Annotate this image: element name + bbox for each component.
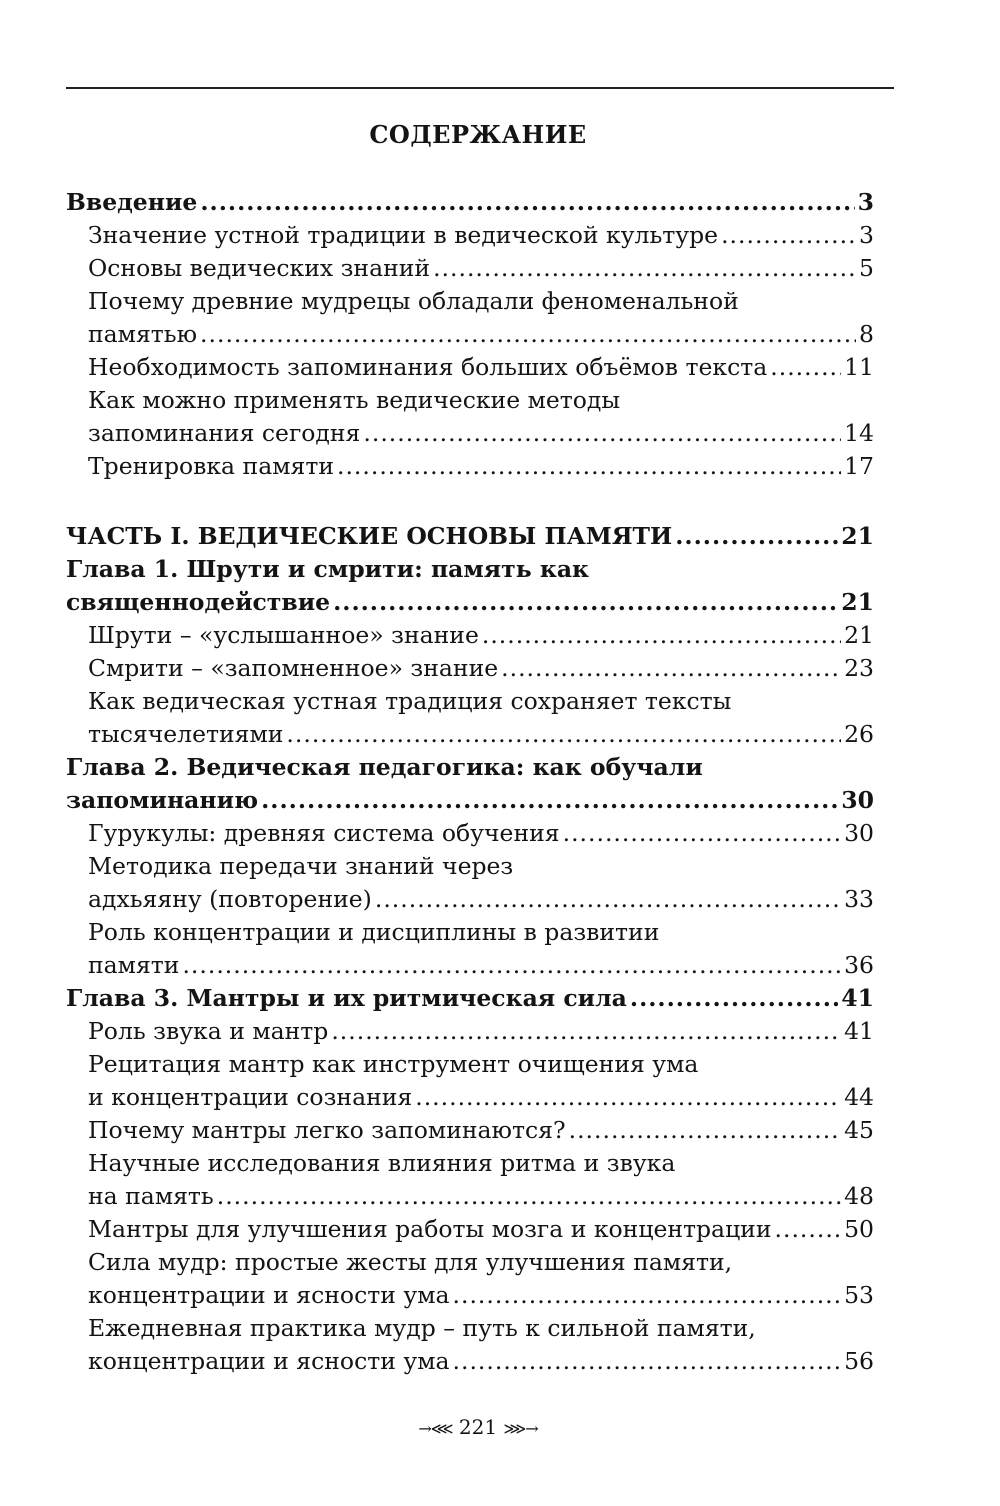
- toc-page-number: 56: [844, 1347, 874, 1375]
- toc-entry[interactable]: [66, 1114, 874, 1147]
- toc-page-number: 33: [844, 885, 874, 913]
- page-number: 221: [458, 1415, 498, 1439]
- toc-entry[interactable]: [66, 384, 874, 450]
- toc-page-number: 44: [844, 1083, 874, 1111]
- toc-entry-title: Шрути – «услышанное» знание: [88, 621, 479, 649]
- leader-dots: [482, 619, 841, 652]
- toc-page-number: 21: [841, 588, 874, 616]
- toc-page-number: 21: [844, 621, 874, 649]
- ornament-right-icon: ⋙→: [503, 1419, 538, 1438]
- leader-dots: [261, 784, 838, 817]
- toc-entry-title: Введение: [66, 188, 198, 216]
- toc-entry-title-cont: концентрации и ясности ума: [88, 1281, 450, 1309]
- toc-entry-title-cont: запоминанию: [66, 786, 259, 814]
- leader-dots: [331, 1015, 841, 1048]
- toc-entry-title: Роль концентрации и дисциплины в развитии: [88, 918, 660, 946]
- leader-dots: [200, 186, 854, 219]
- leader-dots: [415, 1081, 841, 1114]
- toc-page-number: 11: [844, 353, 874, 381]
- toc-entry-title: Глава 3. Мантры и их ритмическая сила: [66, 984, 627, 1012]
- toc-page-number: 3: [857, 188, 874, 216]
- toc-entry-title: Тренировка памяти: [88, 452, 334, 480]
- leader-dots: [200, 318, 856, 351]
- toc-page-number: 30: [841, 786, 874, 814]
- leader-dots: [375, 883, 841, 916]
- toc-page-number: 48: [844, 1182, 874, 1210]
- table-of-contents: [66, 186, 874, 1378]
- leader-dots: [182, 949, 841, 982]
- toc-entry-title: Методика передачи знаний через: [88, 852, 514, 880]
- leader-dots: [675, 520, 838, 553]
- leader-dots: [501, 652, 841, 685]
- leader-dots: [333, 586, 838, 619]
- toc-entry[interactable]: [66, 1312, 874, 1378]
- leader-dots: [569, 1114, 842, 1147]
- toc-entry[interactable]: [66, 850, 874, 916]
- toc-entry[interactable]: [66, 1147, 874, 1213]
- ornament-left-icon: →⋘: [418, 1419, 453, 1438]
- leader-dots: [453, 1345, 842, 1378]
- toc-entry-title-cont: священнодействие: [66, 588, 331, 616]
- toc-page-number: 14: [844, 419, 874, 447]
- leader-dots: [433, 252, 856, 285]
- toc-entry[interactable]: [66, 619, 874, 652]
- toc-page-number: 5: [859, 254, 874, 282]
- toc-entry[interactable]: [66, 285, 874, 351]
- toc-entry-title-cont: тысячелетиями: [88, 720, 284, 748]
- toc-entry-title: Гурукулы: древняя система обучения: [88, 819, 560, 847]
- toc-entry-title: Значение устной традиции в ведической культуре: [88, 221, 719, 249]
- toc-entry[interactable]: [66, 1015, 874, 1048]
- page-footer: [0, 1415, 956, 1439]
- toc-page-number: 30: [844, 819, 874, 847]
- toc-page-number: 26: [844, 720, 874, 748]
- toc-entry[interactable]: [66, 252, 874, 285]
- toc-entry-title: Ежедневная практика мудр – путь к сильной памяти,: [88, 1314, 756, 1342]
- toc-entry-title-cont: и концентрации сознания: [88, 1083, 413, 1111]
- toc-entry[interactable]: [66, 1213, 874, 1246]
- toc-entry-title-cont: запоминания сегодня: [88, 419, 361, 447]
- toc-entry-title: Основы ведических знаний: [88, 254, 431, 282]
- toc-entry-title-cont: адхьяяну (повторение): [88, 885, 372, 913]
- toc-entry-title: Роль звука и мантр: [88, 1017, 329, 1045]
- toc-entry-chapter[interactable]: [66, 982, 874, 1015]
- leader-dots: [775, 1213, 842, 1246]
- toc-page-number: 36: [844, 951, 874, 979]
- toc-entry[interactable]: [66, 1048, 874, 1114]
- toc-entry-title: Смрити – «запомненное» знание: [88, 654, 499, 682]
- toc-entry-title: Почему мантры легко запоминаются?: [88, 1116, 566, 1144]
- toc-page-number: 21: [841, 522, 874, 550]
- leader-dots: [770, 351, 841, 384]
- leader-dots: [286, 718, 841, 751]
- toc-page-number: 17: [844, 452, 874, 480]
- toc-entry[interactable]: [66, 916, 874, 982]
- page-title: СОДЕРЖАНИЕ: [369, 120, 587, 149]
- toc-entry[interactable]: [66, 685, 874, 751]
- toc-entry-title: ЧАСТЬ I. ВЕДИЧЕСКИЕ ОСНОВЫ ПАМЯТИ: [66, 522, 673, 550]
- toc-entry-title: Как можно применять ведические методы: [88, 386, 621, 414]
- toc-entry-title: Научные исследования влияния ритма и звука: [88, 1149, 676, 1177]
- toc-entry[interactable]: [66, 817, 874, 850]
- toc-page-number: 41: [844, 1017, 874, 1045]
- top-rule: [66, 87, 894, 89]
- leader-dots: [337, 450, 841, 483]
- toc-page-number: 45: [844, 1116, 874, 1144]
- toc-page-number: 41: [841, 984, 874, 1012]
- toc-entry[interactable]: [66, 219, 874, 252]
- toc-entry-title-cont: памятью: [88, 320, 198, 348]
- toc-page-number: 8: [859, 320, 874, 348]
- toc-entry-part[interactable]: [66, 520, 874, 553]
- leader-dots: [563, 817, 841, 850]
- leader-dots: [217, 1180, 841, 1213]
- leader-dots: [630, 982, 838, 1015]
- toc-entry-title: Глава 2. Ведическая педагогика: как обучали: [66, 753, 703, 781]
- leader-dots: [453, 1279, 842, 1312]
- toc-entry-title-cont: на память: [88, 1182, 214, 1210]
- toc-entry-title: Рецитация мантр как инструмент очищения ума: [88, 1050, 699, 1078]
- toc-page-number: 53: [844, 1281, 874, 1309]
- toc-entry-title: Глава 1. Шрути и смрити: память как: [66, 555, 590, 583]
- leader-dots: [721, 219, 856, 252]
- toc-entry-title-cont: памяти: [88, 951, 180, 979]
- toc-entry-chapter[interactable]: [66, 553, 874, 619]
- toc-entry-title: Как ведическая устная традиция сохраняет тексты: [88, 687, 732, 715]
- toc-entry-chapter[interactable]: [66, 751, 874, 817]
- toc-entry-title: Мантры для улучшения работы мозга и концентрации: [88, 1215, 772, 1243]
- toc-entry[interactable]: [66, 652, 874, 685]
- toc-entry-title-cont: концентрации и ясности ума: [88, 1347, 450, 1375]
- toc-entry[interactable]: [66, 351, 874, 384]
- toc-entry-title: Необходимость запоминания больших объёмов текста: [88, 353, 768, 381]
- leader-dots: [363, 417, 841, 450]
- toc-entry-introduction[interactable]: [66, 186, 874, 219]
- toc-page-number: 50: [844, 1215, 874, 1243]
- toc-entry[interactable]: [66, 450, 874, 483]
- toc-page-number: 3: [859, 221, 874, 249]
- toc-entry-title: Сила мудр: простые жесты для улучшения памяти,: [88, 1248, 733, 1276]
- toc-page-number: 23: [844, 654, 874, 682]
- toc-entry[interactable]: [66, 1246, 874, 1312]
- toc-entry-title: Почему древние мудрецы обладали феноменальной: [88, 287, 739, 315]
